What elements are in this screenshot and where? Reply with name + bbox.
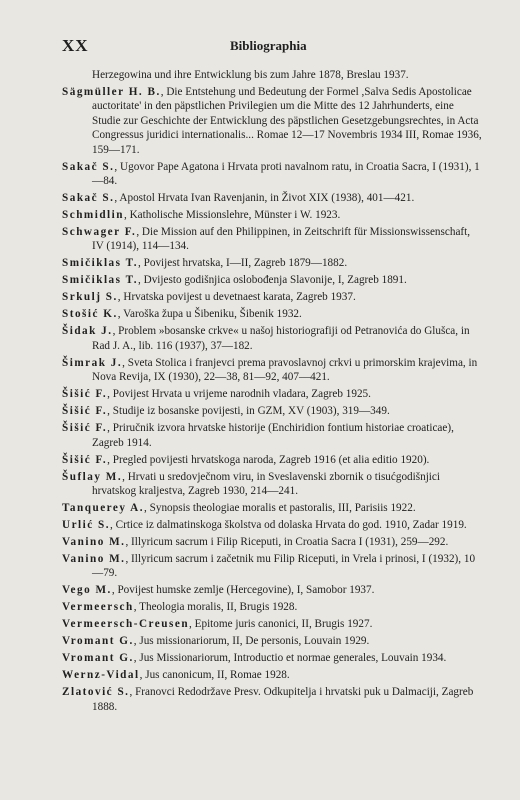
bibliography-entry [62,535,482,549]
entry-author: Šimrak J. [62,356,123,369]
entry-author: Vermeersch-Creusen [62,618,190,631]
bibliography-entry [62,307,482,321]
entry-text: , Epitome juris canonici, II, Brugis 1927. [189,618,373,631]
entry-author: Wernz-Vidal [62,669,140,682]
bibliography-entry [62,356,482,385]
bibliography-entry [62,387,482,401]
entry-text: , Povijest humske zemlje (Hercegovine), I, Samobor 1937. [111,584,375,597]
bibliography-entry [62,583,482,597]
entry-author: Smičiklas T. [62,274,139,287]
bibliography-entry [62,501,482,515]
entry-author: Schwager F. [62,226,137,239]
bibliography-entry [62,421,482,450]
entry-author: Sakač S. [62,160,115,173]
bibliography-entry [62,453,482,467]
entry-author: Urlić S. [62,519,111,532]
bibliography-entry [62,470,482,499]
entry-author: Vanino M. [62,553,126,566]
bibliography-entry [62,160,482,189]
bibliography-entry [62,191,482,205]
entry-text: , Die Mission auf den Philippinen, in Zeitschrift für Missionswissenschaft, IV (1914), 114—134. [92,226,471,253]
entry-author: Stošić K. [62,308,118,321]
entry-text: , Jus Missionariorum, Introductio et normae generales, Louvain 1934. [133,652,447,665]
entry-author: Schmidlin [62,209,124,222]
bibliography-entry [62,552,482,581]
bibliography-entry [62,225,482,254]
entry-author: Šišić F. [62,453,108,466]
entry-text: , Apostol Hrvata Ivan Ravenjanin, in Život XIX (1938), 401—421. [114,192,415,205]
entry-text: , Illyricum sacrum i Filip Riceputi, in Croatia Sacra I (1931), 259—292. [125,536,449,549]
entry-text: , Povijest Hrvata u vrijeme narodnih vladara, Zagreb 1925. [107,388,371,401]
entry-text: , Franovci Redodržave Presv. Odkupitelja i hrvatski puk u Dalmaciji, Zagreb 1888. [92,686,474,713]
bibliography-list [62,68,482,714]
entry-text: , Problem »bosanske crkve« u našoj historiografiji od Petranovića do Glušca, in Rad J. A., lib. 116 (1937), 37—182. [92,325,470,352]
entry-author: Vego M. [62,584,112,597]
entry-text: , Jus missionariorum, II, De personis, Louvain 1929. [133,635,370,648]
bibliography-entry [62,668,482,682]
entry-text: , Hrvati u sredovječnom viru, in Sveslavenski zbornik o tisućgodišnjici hrvatskog kraljestva, Zagreb 1930, 214—241. [92,470,440,498]
bibliography-entry [62,85,482,157]
entry-text: , Povijest hrvatska, I—II, Zagreb 1879—1882. [138,257,348,270]
entry-text: , Jus canonicum, II, Romae 1928. [139,669,290,682]
entry-text: , Illyricum sacrum i začetnik mu Filip Riceputi, in Vrela i prinosi, I (1932), 10—79. [92,553,476,580]
entry-text: , Pregled povijesti hrvatskoga naroda, Zagreb 1916 (et alia editio 1920). [107,453,430,466]
entry-author: Šuflay M. [62,470,123,483]
page-header [62,36,482,58]
bibliography-entry [62,208,482,222]
bibliography-entry [62,290,482,304]
entry-text: , Hrvatska povijest u devetnaest karata, Zagreb 1937. [117,291,356,304]
bibliography-entry [62,404,482,418]
entry-text: , Synopsis theologiae moralis et pastoralis, III, Parisiis 1922. [144,502,416,515]
entry-text: , Studije iz bosanske povijesti, in GZM, XV (1903), 319—349. [107,405,390,418]
bibliography-entry [62,600,482,614]
page-number: XX [62,36,89,55]
bibliography-entry [62,634,482,648]
entry-author: Sägmüller H. B. [62,86,161,98]
entry-text: , Theologia moralis, II, Brugis 1928. [133,601,298,614]
entry-text: , Varoška župa u Šibeniku, Šibenik 1932. [117,308,302,321]
entry-author: Vermeersch [62,601,134,614]
bibliography-entry [62,518,482,532]
entry-author: Vanino M. [62,536,126,549]
entry-text: , Dvijesto godišnjica oslobođenja Slavonije, I, Zagreb 1891. [138,274,407,287]
entry-text: , Crtice iz dalmatinskoga školstva od dolaska Hrvata do god. 1910, Zadar 1919. [110,519,467,532]
entry-author: Vromant G. [62,635,134,648]
entry-text: , Sveta Stolica i franjevci prema pravoslavnoj crkvi u primorskim krajevima, in Nova Revija, IX (1930), 22—38, 81—92, 407—421. [92,356,478,384]
bibliography-entry [62,324,482,353]
bibliography-entry [62,273,482,287]
entry-author: Srkulj S. [62,291,118,304]
bibliography-entry [62,256,482,270]
entry-text: , Priručnik izvora hrvatske historije (Enchiridion fontium historiae croaticae), Zagreb 1914. [92,422,454,449]
running-title: Bibliographia [230,38,307,53]
entry-text: , Die Entstehung und Bedeutung der Formel ,Salva Sedis Apostolicae auctoritate' in den päpstlichen Privilegien um die Mitte des 12 Jahrhunderts, eine Studie zur Geschichte der Entwicklung des päpstlichen Gesetzgebungsrechtes, in Acta Congressus juridici internationalis... Romae 12—17 Novembris 1934 III, Romae 1936, 159—171. [92,86,482,156]
entry-author: Šidak J. [62,325,113,338]
entry-text: , Ugovor Pape Agatona i Hrvata proti navalnom ratu, in Croatia Sacra, I (1931), 1—84. [92,160,480,188]
entry-author: Šišić F. [62,422,108,435]
entry-author: Sakač S. [62,192,115,205]
continued-entry: Herzegowina und ihre Entwicklung bis zum Jahre 1878, Breslau 1937. [92,69,409,81]
entry-author: Smičiklas T. [62,257,139,270]
bibliography-entry [62,617,482,631]
bibliography-entry [62,651,482,665]
entry-author: Šišić F. [62,388,108,401]
entry-text: , Katholische Missionslehre, Münster i W. 1923. [124,209,341,222]
entry-author: Zlatović S. [62,686,130,699]
entry-author: Vromant G. [62,652,134,665]
bibliography-entry [62,685,482,714]
entry-author: Šišić F. [62,405,108,418]
entry-author: Tanquerey A. [62,502,145,515]
